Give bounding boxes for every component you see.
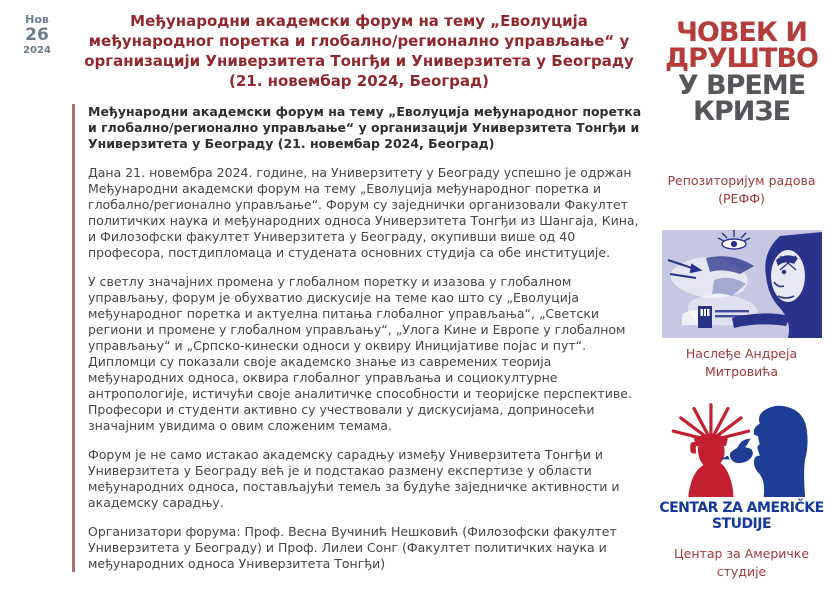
cas-logo-illustration <box>662 399 822 499</box>
crisis-logo-line: КРИЗЕ <box>692 96 791 128</box>
crisis-logo-line: ЧОВЕК И <box>676 17 807 48</box>
article-title: Међународни академски форум на тему „Еволуција међународног поретка и глобално/регионално управљање“ у организацији Универзитета Тонгђи и Универзитета у Београду (21. новембар 2024, Београд) <box>84 12 634 90</box>
cas-link[interactable]: Центар за Америчке студије <box>673 546 810 580</box>
post-date-year: 2024 <box>23 44 51 56</box>
article-paragraph: Организатори форума: Проф. Весна Вучинић Нешковић (Филозофски факултет Универзитета у Београду) и Проф. Лилеи Сонг (Факултет политичких наука и међународних односа Универзитета Тонгђи) <box>88 523 617 571</box>
statue-body <box>688 434 733 497</box>
mitrovic-heritage-link[interactable]: Наслеђе Андреја Митровића <box>685 346 798 380</box>
post-date-month: Нов <box>25 13 49 26</box>
mitrovic-artwork-illustration <box>662 230 822 338</box>
repository-link[interactable]: Репозиторијум радова (РЕФФ) <box>667 172 816 206</box>
sidebar <box>658 10 825 585</box>
article-paragraph: Дана 21. новембра 2024. године, на Универзитету у Београду успешно је одржан Међународни академски форум на тему „Еволуција међународног поретка и глобално/регионално управљање“. Форум су заједнички организовали Факултет политичких наука и међународних односа Универзитета Тонгђи из Шангаја, Кина, и Филозофски факултет Универзитета у Београду, окупивши више од 40 професора, постдипломаца и студената основних студија са обе институције. <box>88 164 639 260</box>
article-paragraph: Форум је не само истакао академску сарадњу између Универзитета Тонгђи и Универзитета у Београду већ је и подстакао размену експертизе у области међународних односа, постављајући темељ за будуће заједничке активности и академску сарадњу. <box>88 446 620 510</box>
article-body <box>72 104 646 572</box>
crisis-logo-line: ДРУШТВО <box>665 43 818 75</box>
cas-logo-caption-line: CENTAR ZA AMERIČKE <box>659 500 824 517</box>
article-paragraph: У светлу значајних промена у глобалном поретку и изазова у глобалном управљању, форум је обухватио дискусије на теме као што су „Еволуција међународног поретка и актуелна питања глобалног управљања“, „Светски региони и промене у глобалном управљању“, „Улога Кине и Европе у глобалном управљању“ и „Српско-кинески односи у оквиру Иницијативе појас и пут“. Дипломци су показали своје академско знање из савремених теорија међународних односа, оквира глобалног управљања и социокултурне антропологије, истичући своје аналитичке способности и теоријске перспективе. Професори и студенти активно су учествовали у дискусијама, доприносећи значајним увидима о овим сложеним темама. <box>88 273 632 433</box>
crisis-logo-line: У ВРЕМЕ <box>677 69 806 101</box>
cas-logo-caption <box>658 501 825 532</box>
post-date-day: 26 <box>25 25 49 46</box>
article <box>72 10 646 585</box>
post-date-badge <box>14 10 60 585</box>
crisis-site-logo <box>658 17 825 128</box>
cas-logo[interactable] <box>658 399 825 532</box>
mitrovic-heritage-image[interactable] <box>658 230 825 338</box>
cas-logo-caption-line: STUDIJE <box>711 515 772 532</box>
article-lead-paragraph: Међународни академски форум на тему „Еволуција међународног поретка и глобално/регионално управљање“ у организацији Универзитета Тонгђи и Универзитета у Београду (21. новембар 2024, Београд) <box>88 103 642 151</box>
man-profile <box>753 406 807 497</box>
